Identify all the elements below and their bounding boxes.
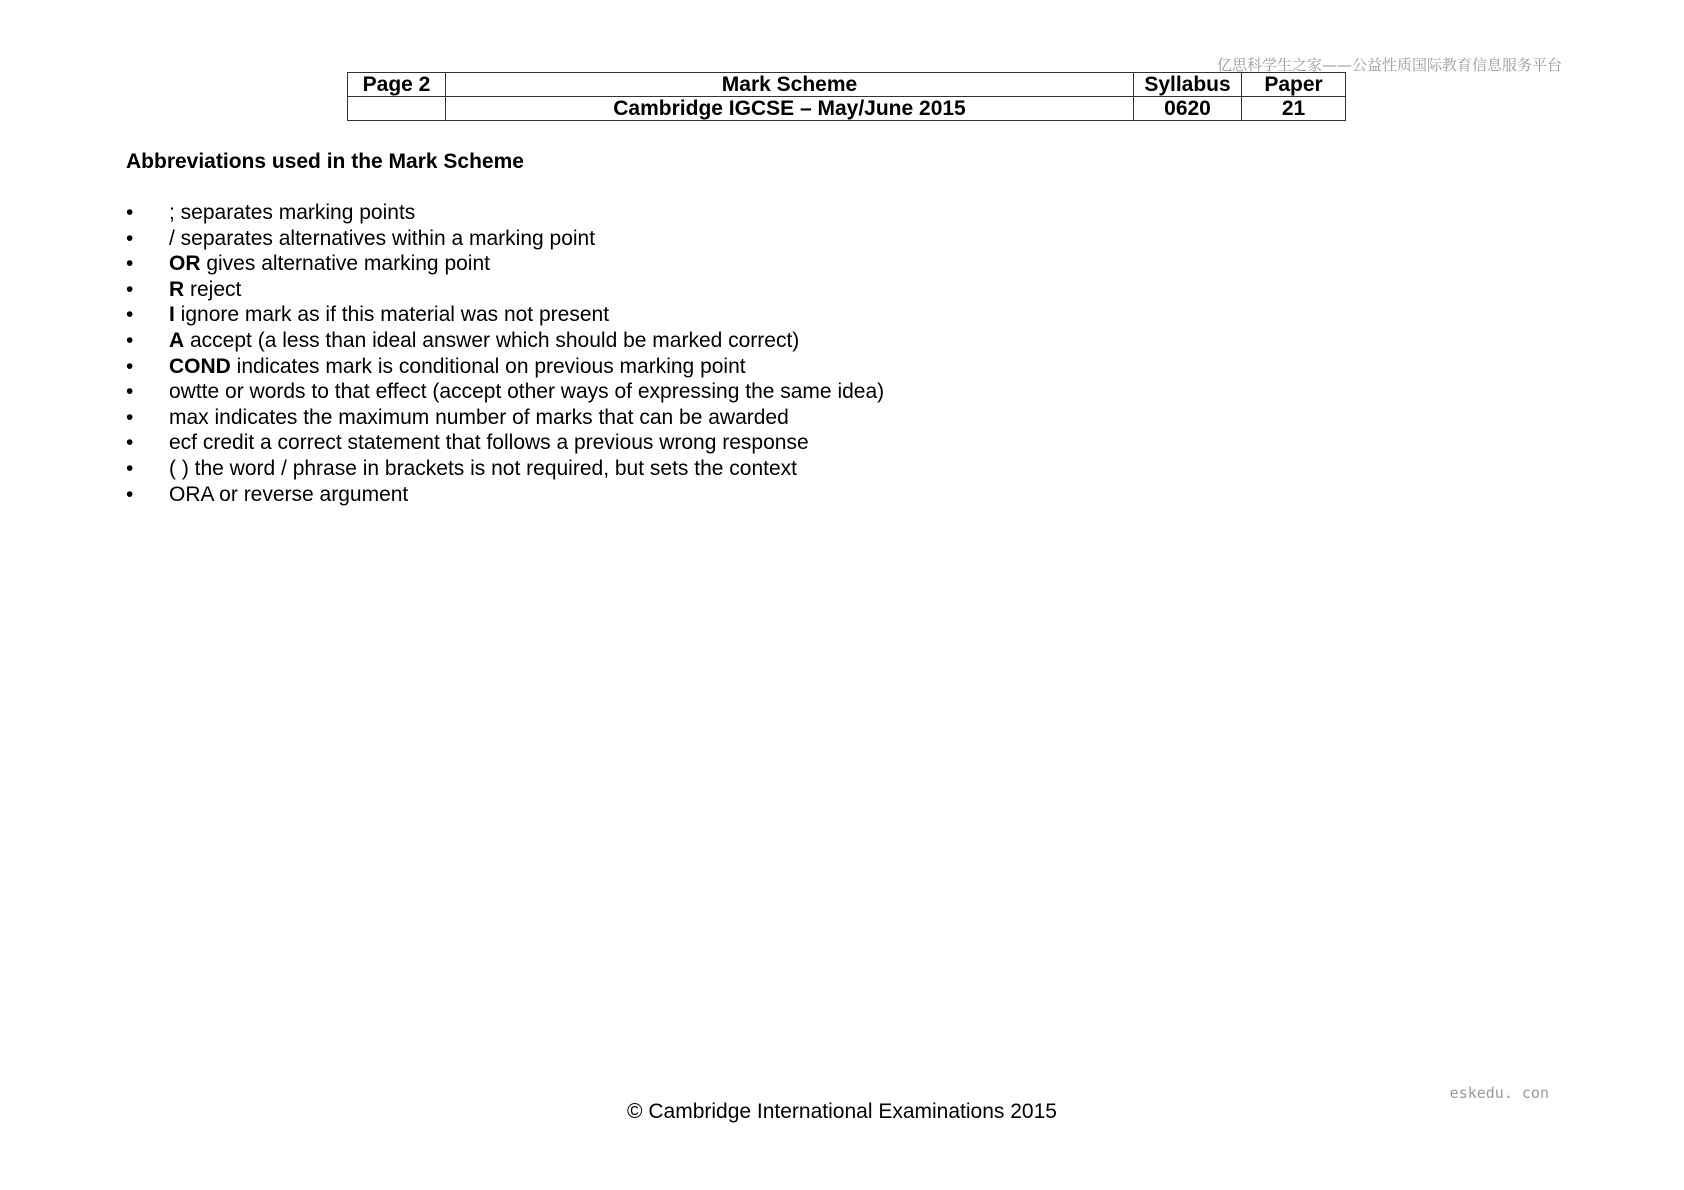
copyright-footer: © Cambridge International Examinations 2015 [627, 1100, 1057, 1123]
bullet: • [126, 456, 134, 480]
syllabus-code: 0620 [1134, 97, 1242, 121]
abbreviation-description: max indicates the maximum number of marks that can be awarded [169, 405, 789, 429]
syllabus-label: Syllabus [1134, 73, 1242, 97]
list-item-text [169, 405, 789, 431]
bullet: • [126, 277, 134, 301]
list-item-text [169, 200, 415, 226]
abbreviation-description: owtte or words to that effect (accept other ways of expressing the same idea) [169, 380, 885, 404]
list-item-text [169, 482, 408, 508]
list-item-text [169, 277, 241, 303]
page-label: Page 2 [348, 73, 446, 97]
header-table [347, 72, 1346, 121]
abbreviation-description: / separates alternatives within a marking point [169, 226, 596, 250]
list-item-text [169, 251, 490, 277]
bullet: • [126, 354, 134, 378]
bullet: • [126, 328, 134, 352]
list-item-text [169, 354, 746, 380]
abbreviation-description: indicates mark is conditional on previous marking point [230, 354, 746, 378]
bullet: • [126, 380, 134, 404]
paper-label: Paper [1242, 73, 1346, 97]
abbreviation-key: I [169, 303, 175, 327]
bullet: • [126, 405, 134, 429]
header-row-2 [348, 97, 1346, 121]
abbreviation-key: OR [169, 252, 201, 276]
abbreviation-key: COND [169, 354, 231, 378]
bullet: • [126, 201, 134, 224]
list-item-text [169, 226, 595, 252]
abbreviation-description: gives alternative marking point [200, 252, 490, 276]
list-item-text [169, 456, 797, 482]
bullet: • [126, 303, 134, 327]
page-empty-cell [348, 97, 446, 121]
watermark-bottom: eskedu. con [1449, 1084, 1549, 1102]
abbreviation-description: ; separates marking points [169, 201, 416, 224]
bullet: • [126, 431, 134, 455]
abbreviation-description: ( ) the word / phrase in brackets is not required, but sets the context [169, 456, 797, 480]
list-item-text [169, 328, 799, 354]
section-title: Abbreviations used in the Mark Scheme [126, 150, 524, 173]
abbreviation-description: ignore mark as if this material was not present [174, 303, 610, 327]
bullet: • [126, 482, 134, 506]
abbreviation-description: ecf credit a correct statement that follows a previous wrong response [169, 431, 809, 455]
bullet: • [126, 252, 134, 276]
header-row-1 [348, 73, 1346, 97]
list-item-text [169, 430, 809, 456]
bullet: • [126, 226, 134, 250]
abbreviation-key: A [169, 328, 185, 352]
abbreviation-description: ORA or reverse argument [169, 482, 409, 506]
abbreviation-description: reject [184, 277, 242, 301]
abbreviation-description: accept (a less than ideal answer which should be marked correct) [184, 328, 800, 352]
abbreviation-key: R [169, 277, 185, 301]
list-item-text [169, 379, 884, 405]
watermark-top: 亿思科学生之家——公益性质国际教育信息服务平台 [1216, 56, 1562, 74]
list-item-text [169, 302, 609, 328]
document-subtitle: Cambridge IGCSE – May/June 2015 [446, 97, 1134, 121]
paper-number: 21 [1242, 97, 1346, 121]
document-title: Mark Scheme [446, 73, 1134, 97]
